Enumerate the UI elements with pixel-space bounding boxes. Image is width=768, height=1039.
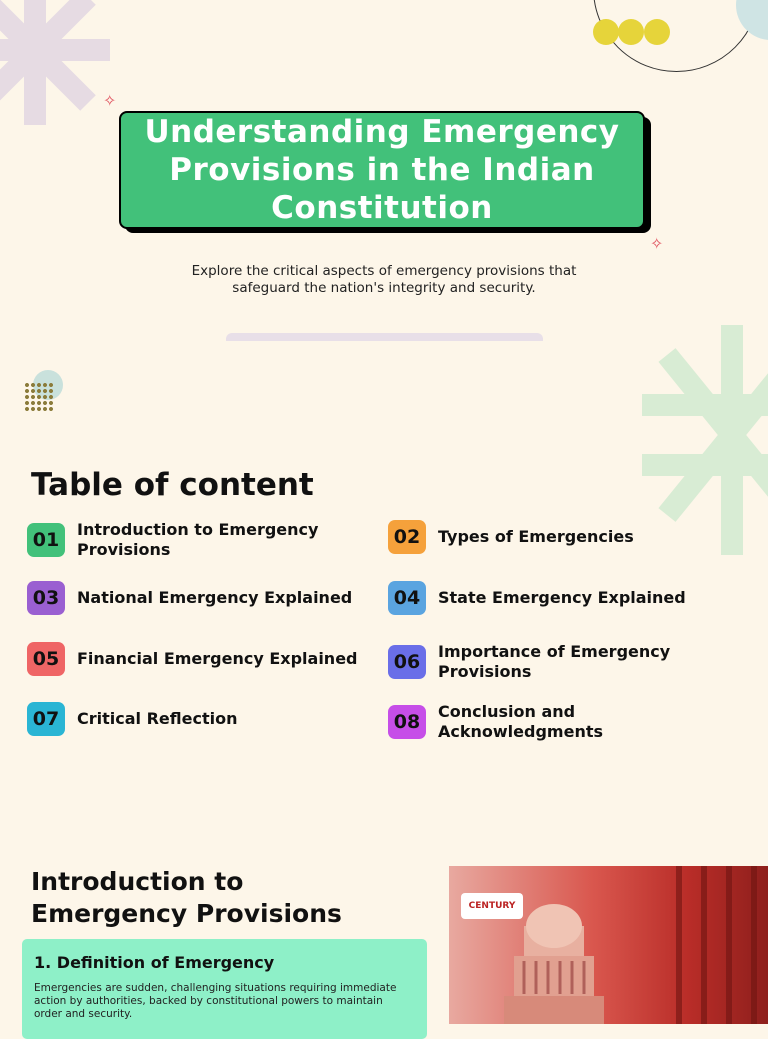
toc-number-badge: 06 [388, 645, 426, 679]
toc-item-importance[interactable] [388, 642, 728, 682]
toc-number-badge: 05 [27, 642, 65, 676]
sparkle-icon: ✧ [103, 91, 117, 110]
toc-item-label: State Emergency Explained [438, 588, 686, 607]
dot-decoration [618, 19, 644, 45]
toc-number-badge: 08 [388, 705, 426, 739]
toc-item-label: National Emergency Explained [77, 588, 353, 607]
toc-item-label: Types of Emergencies [438, 527, 634, 546]
dot-decoration [593, 19, 619, 45]
asterisk-decoration [0, 0, 110, 125]
definition-card [22, 939, 427, 1039]
card-text: Emergencies are sudden, challenging situations requiring immediate action by authorities, backed by constitutional powers to maintain order and security. [34, 982, 397, 1020]
section-title: Introduction to Emergency Provisions [31, 867, 342, 928]
supreme-court-image [449, 866, 768, 1024]
bars-illustration [664, 866, 768, 1024]
toc-item-label: Conclusion and Acknowledgments [438, 702, 603, 741]
page-title: Understanding Emergency Provisions in the Indian Constitution [144, 114, 620, 226]
toc-item-reflection[interactable] [27, 702, 367, 736]
logo: CENTURY [461, 893, 523, 919]
toc-item-label: Importance of Emergency Provisions [438, 642, 671, 681]
toc-item-label: Critical Reflection [77, 709, 238, 728]
sparkle-icon: ✧ [650, 234, 664, 253]
toc-number-badge: 02 [388, 520, 426, 554]
toc-item-label: Financial Emergency Explained [77, 649, 358, 668]
dot-decoration [644, 19, 670, 45]
toc-heading: Table of content [31, 467, 314, 503]
toc-item-financial[interactable] [27, 642, 367, 676]
toc-number-badge: 07 [27, 702, 65, 736]
toc-item-state[interactable] [388, 581, 728, 615]
toc-item-types[interactable] [388, 520, 728, 554]
toc-number-badge: 04 [388, 581, 426, 615]
toc-item-conclusion[interactable] [388, 702, 728, 742]
toc-item-national[interactable] [27, 581, 367, 615]
divider [226, 333, 543, 341]
dot-grid-decoration [24, 382, 54, 412]
card-title: 1. Definition of Emergency [34, 953, 275, 972]
title-banner [119, 111, 645, 229]
page-subtitle: Explore the critical aspects of emergency provisions that safeguard the nation's integrity and security. [191, 263, 577, 296]
toc-number-badge: 03 [27, 581, 65, 615]
toc-item-label: Introduction to Emergency Provisions [77, 520, 319, 559]
toc-number-badge: 01 [27, 523, 65, 557]
toc-item-intro[interactable] [27, 520, 367, 560]
